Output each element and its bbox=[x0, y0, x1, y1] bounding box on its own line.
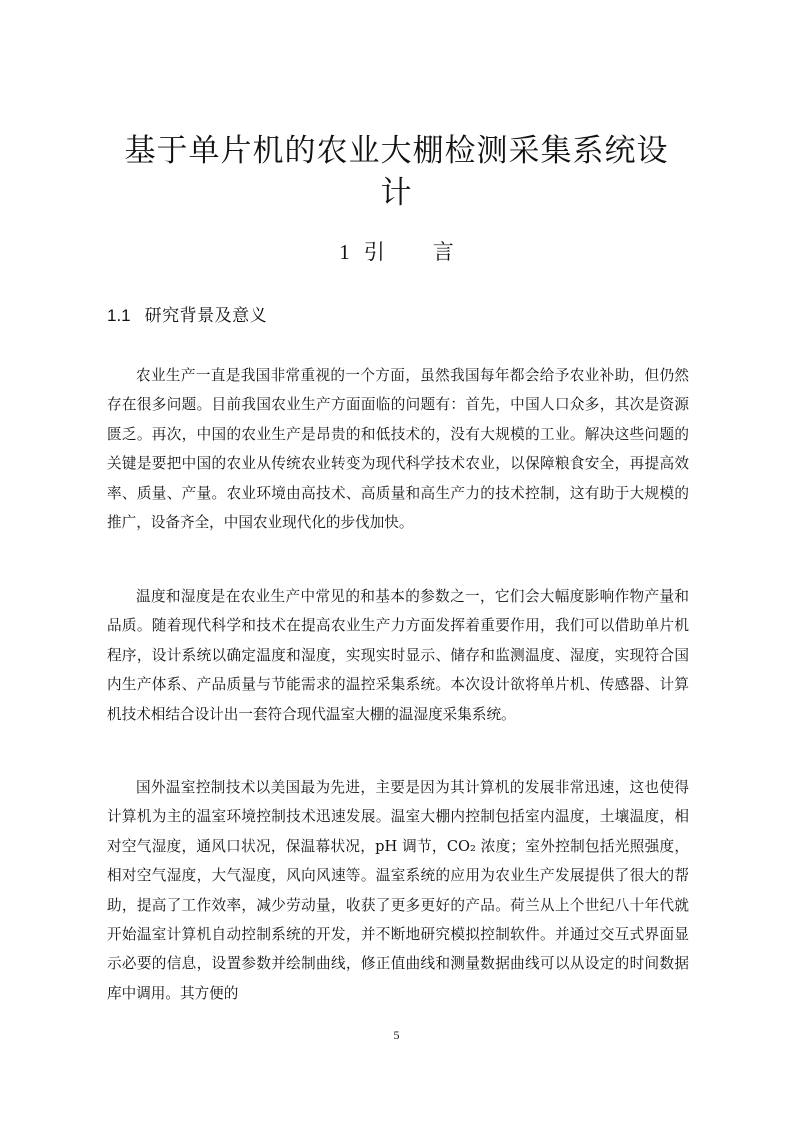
section-number: 1.1 bbox=[107, 306, 131, 325]
section-title: 研究背景及意义 bbox=[144, 306, 268, 326]
chapter-heading bbox=[0, 236, 793, 268]
body-paragraph-2: 温度和湿度是在农业生产中常见的和基本的参数之一，它们会大幅度影响作物产量和品质。随着现代科学和技术在提高农业生产力方面发挥着重要作用，我们可以借助单片机程序，设计系统以确定温度和湿度，实现实时显示、储存和监测温度、湿度，实现符合国内生产体系、产品质量与节能需求的温控采集系统。本次设计欲将单片机、传感器、计算机技术相结合设计出一套符合现代温室大棚的温湿度采集系统。 bbox=[107, 588, 689, 723]
section-heading bbox=[107, 302, 267, 330]
page-number: 5 bbox=[393, 1028, 400, 1042]
chapter-title: 引言 bbox=[363, 240, 502, 264]
chapter-number: 1 bbox=[339, 240, 350, 264]
body-paragraph-1: 农业生产一直是我国非常重视的一个方面，虽然我国每年都会给予农业补助，但仍然存在很多问题。目前我国农业生产方面面临的问题有：首先，中国人口众多，其次是资源匮乏。再次，中国的农业生产是昂贵的和低技术的，没有大规模的工业。解决这些问题的关键是要把中国的农业从传统农业转变为现代科学技术农业，以保障粮食安全，再提高效率、质量、产量。农业环境由高技术、高质量和高生产力的技术控制，这有助于大规模的推广，设备齐全，中国农业现代化的步伐加快。 bbox=[107, 367, 689, 532]
body-paragraph-3: 国外温室控制技术以美国最为先进，主要是因为其计算机的发展非常迅速，这也使得计算机为主的温室环境控制技术迅速发展。温室大棚内控制包括室内温度，土壤温度，相对空气湿度，通风口状况，保温幕状况，pH 调节，CO₂ 浓度；室外控制包括光照强度，相对空气湿度，大气湿度，风向风速等。温室系统的应用为农业生产发展提供了很大的帮助，提高了工作效率，减少劳动量，收获了更多更好的产品。荷兰从上个世纪八十年代就开始温室计算机自动控制系统的开发，并不断地研究模拟控制软件。并通过交互式界面显示必要的信息，设置参数并绘制曲线，修正值曲线和测量数据曲线可以从设定的时间数据库中调用。其方便的 bbox=[107, 779, 689, 1002]
document-title-line-1: 基于单片机的农业大棚检测采集系统设 bbox=[124, 133, 669, 169]
document-title-line-2: 计 bbox=[380, 175, 413, 211]
